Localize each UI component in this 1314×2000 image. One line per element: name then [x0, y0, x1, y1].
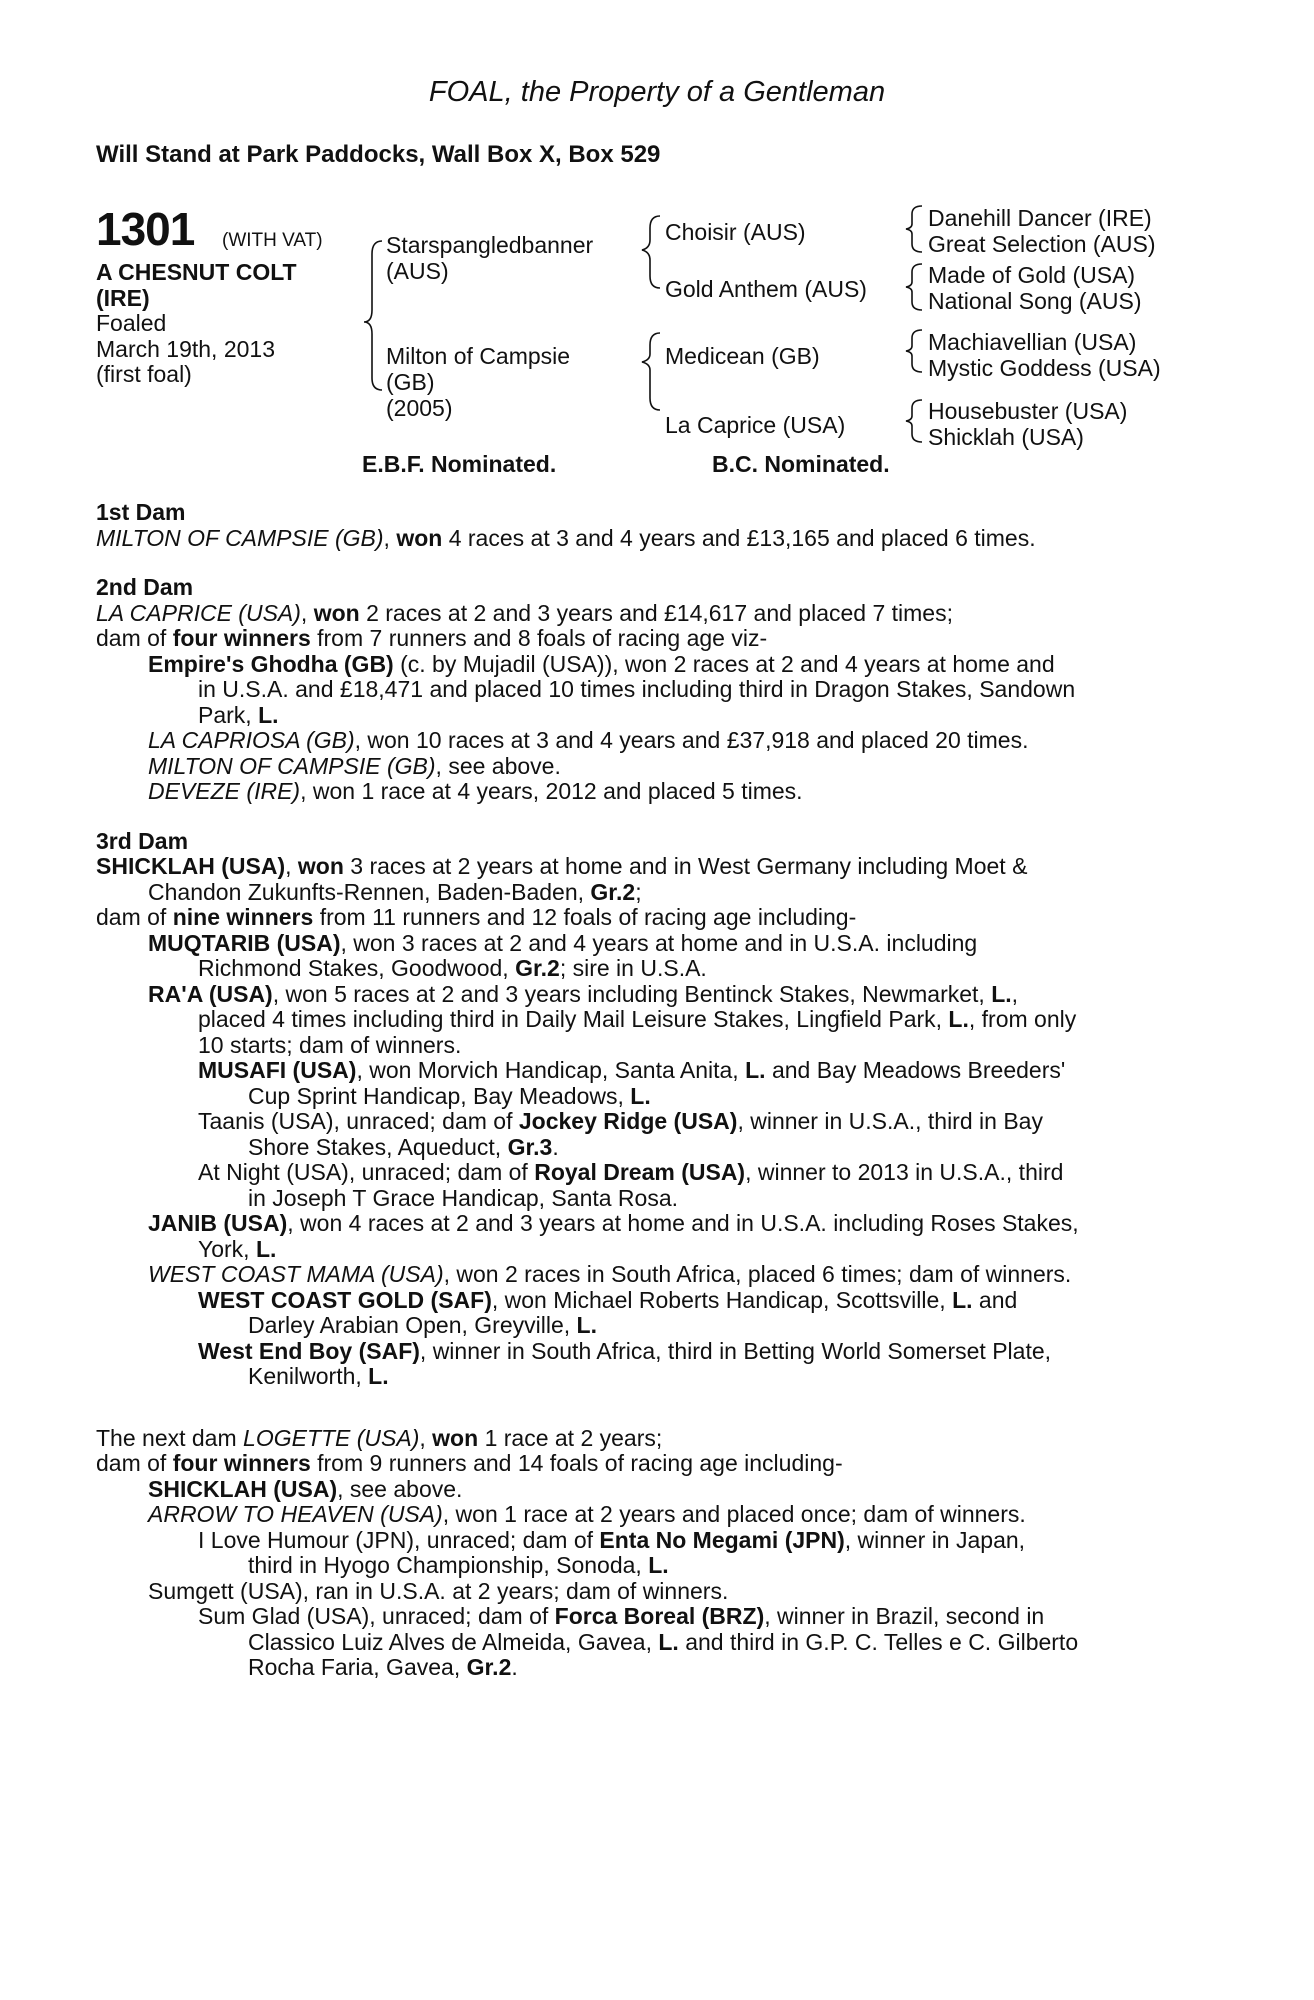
listed-mark: L.	[991, 980, 1012, 1007]
won-text: won	[313, 599, 360, 626]
text: , won 10 races at 3 and 4 years and £37,918 and placed 20 times.	[354, 727, 1029, 753]
atnight-line-1	[96, 1160, 1202, 1186]
horse-name: Enta No Megami (JPN)	[599, 1526, 845, 1553]
vat-note: (WITH VAT)	[222, 230, 323, 251]
text: from 11 runners and 12 foals of racing age including-	[319, 904, 857, 930]
horse-name: Forca Boreal (BRZ)	[554, 1603, 765, 1629]
text: placed 4 times including third in Daily Mail Leisure Stakes, Lingfield Park,	[198, 1006, 943, 1032]
text: , won Michael Roberts Handicap, Scottsville,	[491, 1286, 946, 1313]
third-dam-heading: 3rd Dam	[96, 827, 189, 854]
group-mark: Gr.2	[590, 878, 636, 905]
text: 3 races at 2 years at home and in West Germany including Moet &	[350, 853, 1028, 879]
text: Taanis (USA), unraced; dam of	[198, 1108, 513, 1134]
listed-mark: L.	[255, 1235, 277, 1262]
text: , won 1 race at 2 years and placed once; dam of winners.	[442, 1501, 1026, 1527]
won-text: won	[432, 1424, 479, 1451]
text: Classico Luiz Alves de Almeida, Gavea,	[248, 1628, 652, 1655]
dam-name: MILTON OF CAMPSIE (GB)	[96, 524, 384, 551]
text: (c. by Mujadil (USA)), won 2 races at 2 and 4 years at home and	[400, 650, 1055, 677]
listed-mark: L.	[948, 1006, 969, 1032]
text: The next dam	[96, 1424, 237, 1451]
text: and third in G.P. C. Telles e C. Gilberto	[685, 1628, 1079, 1655]
text: , won Morvich Handicap, Santa Anita,	[356, 1057, 739, 1083]
text: , winner in South Africa, third in Betting World Somerset Plate,	[419, 1337, 1052, 1364]
wcm-line	[96, 1262, 1202, 1288]
produce-empire-1	[96, 652, 1202, 678]
listed-mark: L.	[368, 1363, 389, 1389]
produce-empire-2: in U.S.A. and £18,471 and placed 10 times including third in Dragon Stakes, Sandown	[198, 676, 1076, 702]
bracket-g4	[906, 400, 922, 442]
taanis-line-1	[96, 1109, 1202, 1135]
raa-line-1: RA'A (USA), won 5 races at 2 and 3 years including Bentinck Stakes, Newmarket, L.,	[148, 980, 1019, 1007]
arrow-line	[96, 1502, 1202, 1528]
raa-line-3: 10 starts; dam of winners.	[198, 1031, 462, 1058]
text: , winner to 2013 in U.S.A., third	[745, 1159, 1064, 1185]
shicklah-see-above	[96, 1477, 1202, 1503]
pedigree-sire	[386, 232, 593, 284]
horse-name: Jockey Ridge (USA)	[518, 1108, 738, 1134]
next-dam-section	[96, 1426, 1202, 1681]
text: , see above.	[337, 1475, 463, 1502]
gen3-4: National Song (AUS)	[928, 288, 1142, 314]
foal-note: (first foal)	[96, 361, 192, 387]
text: from 9 runners and 14 foals of racing age including-	[317, 1450, 843, 1476]
text: dam of	[96, 1450, 167, 1476]
muqtarib-line-2	[96, 956, 1202, 982]
text: , won 2 races in South Africa, placed 6 times; dam of winners.	[443, 1261, 1072, 1287]
bracket-g3	[906, 330, 922, 372]
bc-nominated: B.C. Nominated.	[712, 451, 890, 477]
text: , winner in Brazil, second in	[764, 1603, 1045, 1629]
text: 1 race at 2 years;	[484, 1424, 663, 1451]
bracket-g1	[906, 206, 922, 252]
horse-name: West End Boy (SAF)	[198, 1337, 420, 1364]
lot-country-line: (IRE)	[96, 284, 150, 311]
text: dam of	[96, 904, 167, 930]
race-record: 2 races at 2 and 3 years and £14,617 and placed 7 times;	[366, 599, 953, 626]
text: , won 3 races at 2 and 4 years at home and in U.S.A. including	[340, 929, 978, 956]
text: , from only	[968, 1006, 1077, 1032]
produce-deveze	[96, 779, 1202, 805]
sumglad-line-3: Rocha Faria, Gavea, Gr.2.	[248, 1654, 518, 1680]
horse-name: MUSAFI (USA)	[198, 1057, 357, 1083]
listed-mark: L.	[648, 1552, 669, 1578]
winners-count: four winners	[172, 1450, 311, 1476]
foaled-date: March 19th, 2013	[96, 335, 276, 362]
text: Shore Stakes, Aqueduct,	[248, 1133, 502, 1160]
text: dam of	[96, 625, 167, 651]
sire-name: Starspangledbanner	[386, 232, 594, 258]
text: Cup Sprint Handicap, Bay Meadows,	[248, 1082, 624, 1109]
second-dam-line: LA CAPRICE (USA), won 2 races at 2 and 3 years and £14,617 and placed 7 times;	[96, 599, 953, 626]
dam-year: (2005)	[386, 395, 453, 421]
lot-number: 1301	[96, 203, 195, 255]
horse-name: MUQTARIB (USA)	[148, 929, 341, 956]
bracket-g2	[906, 264, 922, 310]
text: Richmond Stakes, Goodwood,	[198, 955, 509, 981]
winners-count: nine winners	[172, 904, 314, 930]
wcg-line-1	[96, 1288, 1202, 1314]
won-text: won	[396, 524, 443, 551]
dam-sire: Medicean (GB)	[665, 343, 820, 369]
text: and	[978, 1286, 1018, 1313]
horse-name: Royal Dream (USA)	[534, 1159, 746, 1185]
horse-name: RA'A (USA)	[148, 980, 273, 1007]
text: Darley Arabian Open, Greyville,	[248, 1312, 571, 1338]
web-line-2	[96, 1364, 1202, 1390]
next-dam-produce	[96, 1451, 1202, 1477]
text: , winner in U.S.A., third in Bay	[737, 1108, 1043, 1134]
sumglad-line-1	[96, 1604, 1202, 1630]
text: ; sire in U.S.A.	[559, 955, 707, 981]
sire-sire: Choisir (AUS)	[665, 219, 806, 245]
raa-line-2	[96, 1007, 1202, 1033]
produce-capriosa	[96, 728, 1202, 754]
ilove-line-2	[96, 1553, 1202, 1579]
first-dam-section	[96, 500, 1202, 551]
gen3-6: Mystic Goddess (USA)	[928, 355, 1161, 381]
text: York,	[198, 1235, 250, 1262]
dam-country: (GB)	[386, 369, 435, 395]
first-dam-line: MILTON OF CAMPSIE (GB), won 4 races at 3 and 4 years and £13,165 and placed 6 times.	[96, 524, 1036, 551]
sumgett-line: Sumgett (USA), ran in U.S.A. at 2 years; dam of winners.	[148, 1577, 729, 1604]
dam-name: LA CAPRICE (USA)	[96, 599, 301, 626]
text: At Night (USA), unraced; dam of	[198, 1159, 528, 1185]
taanis-line-2: Shore Stakes, Aqueduct, Gr.3.	[248, 1133, 559, 1160]
horse-name: SHICKLAH (USA)	[96, 853, 286, 879]
listed-mark: L.	[952, 1286, 973, 1313]
dam-dam: La Caprice (USA)	[665, 412, 846, 438]
listed-mark: L.	[658, 1628, 679, 1655]
text: I Love Humour (JPN), unraced; dam of	[198, 1526, 593, 1553]
listed-mark: L.	[745, 1057, 766, 1083]
group-mark: Gr.3	[507, 1133, 553, 1160]
sire-dam: Gold Anthem (AUS)	[665, 276, 867, 302]
horse-name: MILTON OF CAMPSIE (GB)	[148, 752, 436, 779]
gen3-2: Great Selection (AUS)	[928, 231, 1156, 257]
text: from 7 runners and 8 foals of racing age viz-	[317, 625, 768, 651]
dam-name: Milton of Campsie	[386, 343, 571, 369]
group-mark: Gr.2	[515, 955, 560, 981]
race-record: 4 races at 3 and 4 years and £13,165 and placed 6 times.	[448, 524, 1036, 551]
third-dam-section	[96, 829, 1202, 1390]
horse-name: LA CAPRIOSA (GB)	[148, 727, 355, 753]
dam-lineage	[96, 500, 1202, 1681]
text: Chandon Zukunfts-Rennen, Baden-Baden,	[148, 878, 585, 905]
ilove-line-1	[96, 1528, 1202, 1554]
dam-name: LOGETTE (USA)	[243, 1424, 420, 1451]
janib-line-1	[96, 1211, 1202, 1237]
group-mark: Gr.2	[466, 1654, 512, 1680]
second-dam-heading: 2nd Dam	[96, 574, 194, 600]
next-dam-line: The next dam LOGETTE (USA), won 1 race at 2 years;	[96, 1424, 663, 1451]
gen3-1: Danehill Dancer (IRE)	[928, 205, 1152, 231]
pedigree-dam	[386, 343, 570, 421]
listed-mark: L.	[576, 1312, 597, 1338]
catalogue-title: FOAL, the Property of a Gentleman	[428, 76, 886, 108]
produce-milton	[96, 754, 1202, 780]
text: Rocha Faria, Gavea,	[248, 1654, 461, 1680]
horse-name: DEVEZE (IRE)	[148, 778, 301, 804]
second-dam-section	[96, 575, 1202, 805]
winners-count: four winners	[172, 625, 311, 651]
gen3-8: Shicklah (USA)	[928, 424, 1084, 450]
bracket-sire	[642, 216, 660, 288]
text: , see above.	[435, 752, 561, 779]
third-dam-produce	[96, 905, 1202, 931]
horse-name: WEST COAST GOLD (SAF)	[198, 1286, 492, 1313]
bracket-main	[364, 241, 382, 390]
listed-mark: L.	[258, 701, 279, 728]
first-dam-heading: 1st Dam	[96, 499, 186, 525]
text: Kenilworth,	[248, 1363, 362, 1389]
horse-name: Empire's Ghodha (GB)	[148, 650, 394, 677]
produce-empire-3	[96, 703, 1202, 729]
foaled-label: Foaled	[96, 310, 167, 336]
lot-description	[96, 260, 356, 388]
text: , won 4 races at 2 and 3 years at home and in U.S.A. including Roses Stakes,	[287, 1210, 1079, 1236]
text: Park,	[198, 701, 252, 728]
gen3-3: Made of Gold (USA)	[928, 262, 1136, 288]
horse-name: SHICKLAH (USA)	[148, 1475, 338, 1502]
lot-sex-line: A CHESNUT COLT	[96, 259, 297, 285]
won-text: won	[297, 853, 344, 879]
sumglad-line-2	[96, 1630, 1202, 1656]
bracket-dam	[642, 333, 660, 410]
shicklah-line-1: SHICKLAH (USA), won 3 races at 2 years at home and in West Germany including Moet &	[96, 853, 1028, 879]
web-line-1	[96, 1339, 1202, 1365]
text: , winner in Japan,	[844, 1526, 1026, 1553]
sire-country: (AUS)	[386, 258, 449, 284]
text: , won 1 race at 4 years, 2012 and placed 5 times.	[300, 778, 803, 804]
shicklah-line-2: Chandon Zukunfts-Rennen, Baden-Baden, Gr.2;	[148, 878, 642, 905]
wcg-line-2	[96, 1313, 1202, 1339]
horse-name: JANIB (USA)	[148, 1210, 288, 1236]
horse-name: WEST COAST MAMA (USA)	[148, 1261, 444, 1287]
listed-mark: L.	[630, 1082, 651, 1109]
ebf-nominated: E.B.F. Nominated.	[362, 451, 557, 477]
gen3-7: Housebuster (USA)	[928, 398, 1128, 424]
musafi-line-2	[96, 1084, 1202, 1110]
gen3-5: Machiavellian (USA)	[928, 329, 1137, 355]
text: and Bay Meadows Breeders'	[771, 1057, 1066, 1083]
text: Sum Glad (USA), unraced; dam of	[198, 1603, 549, 1629]
stand-location: Will Stand at Park Paddocks, Wall Box X, Box 529	[96, 141, 661, 168]
text: third in Hyogo Championship, Sonoda,	[248, 1552, 642, 1578]
atnight-line-2: in Joseph T Grace Handicap, Santa Rosa.	[248, 1184, 679, 1211]
muqtarib-line-1	[96, 931, 1202, 957]
second-dam-produce	[96, 626, 1202, 652]
text: , won 5 races at 2 and 3 years including Bentinck Stakes, Newmarket,	[272, 980, 985, 1007]
musafi-line-1	[96, 1058, 1202, 1084]
horse-name: ARROW TO HEAVEN (USA)	[148, 1501, 443, 1527]
janib-line-2	[96, 1237, 1202, 1263]
